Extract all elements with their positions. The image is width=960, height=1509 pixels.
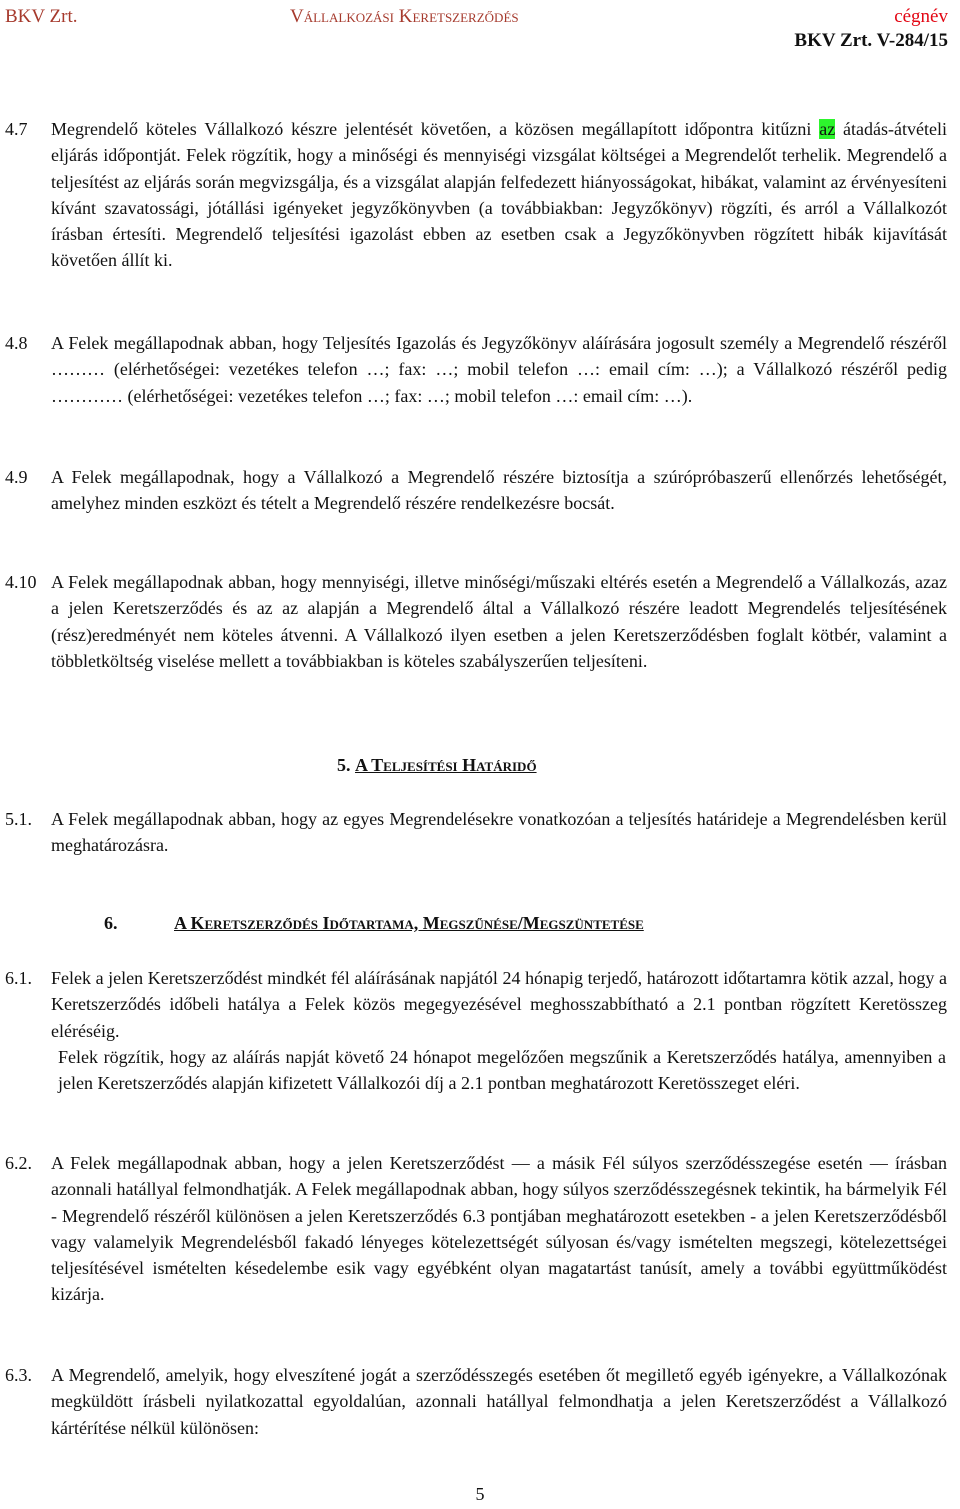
clause-number: 6.2. (5, 1153, 32, 1173)
clause-6-2 (5, 1150, 947, 1308)
clause-text: A Felek megállapodnak abban, hogy a jelen Keretszerződést — a másik Fél súlyos szerződésszegése esetén — írásban azonnali hatállyal felmondhatják. A Felek megállapodnak abban, hogy súlyos szerződésszegésnek tekintik, ha bármelyik Fél - Megrendelő részéről különösen a jelen Keretszerződés 6.3 pontjában meghatározott esetekben - a jelen Keretszerződésből vagy valamelyik Megrendelésből fakadó lényeges kötelezettségét súlyosan és/vagy ismételten megszegi, kötelezettségei teljesítésével ismételten késedelembe esik vagy egyébként olyan magatartást tanúsít, amely a további együttműködést kizárja. (51, 1153, 947, 1305)
clause-4-7 (5, 116, 947, 274)
clause-number: 4.10 (5, 572, 37, 592)
text-segment: átadás-átvételi eljárás időpontját. Felek rögzítik, hogy a minőségi és mennyiségi vizsgálat költségei a Megrendelőt terhelik. Megrendelő a teljesítést az eljárás során megvizsgálja, és a vizsgálat alapján felfedezett hiányosságokat, hibákat, valamint az érvényesíteni kívánt szavatossági, jótállási igényeket jegyzőkönyvben (a továbbiakban: Jegyzőkönyv) rögzíti, és arról a Vállalkozót írásban értesíti. Megrendelő teljesítési igazolást ebben az esetben csak a Jegyzőkönyvben rögzített hibák kijavítását követően állít ki. (51, 119, 947, 271)
page-header (5, 6, 948, 30)
clause-number: 5.1. (5, 809, 32, 829)
clause-6-3 (5, 1362, 947, 1441)
header-placeholder: cégnév (894, 6, 948, 27)
clause-text: A Felek megállapodnak abban, hogy Teljesítés Igazolás és Jegyzőkönyv aláírására jogosult személy a Megrendelő részéről ……… (elérhetőségei: vezetékes telefon …; fax: …; mobil telefon …: email cím: …); a Vállalkozó részéről pedig ………… (elérhetőségei: vezetékes telefon …; fax: …; mobil telefon …: email cím: …). (51, 333, 947, 406)
clause-5-1 (5, 806, 947, 859)
header-company: BKV Zrt. (5, 6, 78, 27)
clause-text: A Megrendelő, amelyik, hogy elveszítené jogát a szerződésszegés esetében őt megillető egyéb igényekre, a Vállalkozónak megküldött írásbeli nyilatkozattal egyoldalúan, azonnali hatállyal felmondhatja a jelen Keretszerződést a Vállalkozó kártérítése nélkül különösen: (51, 1365, 947, 1438)
heading-number: 5. (337, 755, 351, 775)
heading-title: A Teljesítési Határidő (355, 755, 537, 775)
highlighted-word: az (819, 119, 836, 139)
clause-number: 6.1. (5, 968, 32, 988)
section-5-heading (337, 755, 537, 776)
page-number: 5 (475, 1484, 485, 1504)
clause-text: Felek rögzítik, hogy az aláírás napját követő 24 hónapot megelőzően megszűnik a Keretszerződés hatálya, amennyiben a jelen Keretszerződés alapján kifizetett Vállalkozói díj a 2.1 pontban meghatározott Keretösszeget eléri. (58, 1047, 946, 1094)
clause-text (51, 116, 947, 274)
heading-title: A Keretszerződés Időtartama, Megszűnése/Megszüntetése (174, 913, 644, 933)
clause-text: A Felek megállapodnak abban, hogy mennyiségi, illetve minőségi/műszaki eltérés esetén a Megrendelő a Vállalkozás, azaz a jelen Keretszerződés és az az alapján a Megrendelő által a Vállalkozó részére leadott Megrendelés teljesítésének (rész)eredményét nem köteles átvenni. A Vállalkozó ilyen esetben a jelen Keretszerződésben foglalt kötbér, valamint a többletköltség viselése mellett a továbbiakban is köteles szabályszerűen teljesíteni. (51, 572, 947, 671)
clause-4-10 (5, 569, 947, 674)
clause-text: Felek a jelen Keretszerződést mindkét fél aláírásának napjától 24 hónapig terjedő, határozott időtartamra kötik azzal, hogy a Keretszerződés időbeli hatálya a Felek közös megegyezésével meghosszabbítható a 2.1 pontban rögzített Keretösszeg eléréséig. (51, 968, 947, 1041)
clause-6-1 (5, 965, 947, 1044)
heading-number: 6. (104, 913, 118, 933)
clause-6-1-paragraph-2 (58, 1044, 946, 1097)
section-6-heading (104, 913, 644, 934)
clause-4-8 (5, 330, 947, 409)
clause-number: 6.3. (5, 1365, 32, 1385)
clause-number: 4.9 (5, 467, 28, 487)
clause-text: A Felek megállapodnak, hogy a Vállalkozó a Megrendelő részére biztosítja a szúrópróbaszerű ellenőrzés lehetőségét, amelyhez minden eszközt és tételt a Megrendelő részére rendelkezésre bocsát. (51, 467, 947, 514)
header-reference: BKV Zrt. V-284/15 (794, 30, 948, 51)
header-title: Vállalkozási Keretszerződés (290, 6, 519, 27)
clause-4-9 (5, 464, 947, 517)
clause-text: A Felek megállapodnak abban, hogy az egyes Megrendelésekre vonatkozóan a teljesítés határideje a Megrendelésben kerül meghatározásra. (51, 809, 947, 856)
clause-number: 4.8 (5, 333, 28, 353)
clause-number: 4.7 (5, 119, 28, 139)
text-segment: Megrendelő köteles Vállalkozó készre jelentését követően, a közösen megállapított időpontra kitűzni (51, 119, 820, 139)
